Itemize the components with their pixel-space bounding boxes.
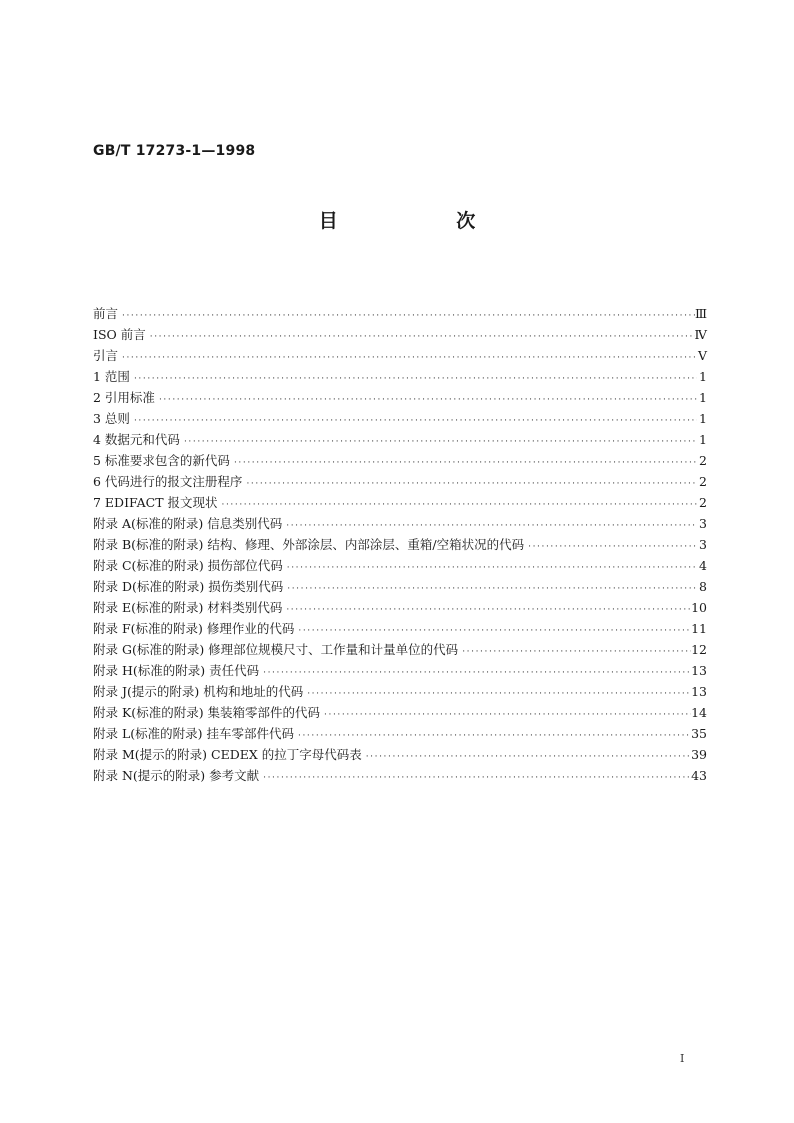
toc-entry[interactable] xyxy=(93,429,707,450)
toc-entry-label: 附录 B(标准的附录) 结构、修理、外部涂层、内部涂层、重箱/空箱状况的代码 xyxy=(93,537,525,552)
standard-number: GB/T 17273-1—1998 xyxy=(93,143,256,159)
toc-entry-label: 6 代码进行的报文注册程序 xyxy=(93,474,243,489)
toc-entry-label: ISO 前言 xyxy=(93,327,146,342)
toc-leader xyxy=(287,579,697,600)
table-of-contents xyxy=(93,303,707,786)
toc-entry-page: 1 xyxy=(699,390,707,405)
toc-leader xyxy=(286,600,691,621)
toc-leader xyxy=(246,474,697,495)
toc-entry[interactable] xyxy=(93,576,707,597)
toc-entry-label: 7 EDIFACT 报文现状 xyxy=(93,495,218,510)
toc-entry[interactable] xyxy=(93,765,707,786)
toc-entry[interactable] xyxy=(93,408,707,429)
toc-entry-page: 4 xyxy=(699,558,707,573)
toc-entry[interactable] xyxy=(93,387,707,408)
toc-entry-page: 3 xyxy=(699,516,707,531)
toc-entry-label: 附录 N(提示的附录) 参考文献 xyxy=(93,768,260,783)
toc-leader xyxy=(222,495,698,516)
toc-entry[interactable] xyxy=(93,618,707,639)
toc-entry-page: 13 xyxy=(691,663,707,678)
toc-leader xyxy=(134,411,697,432)
toc-entry-page: 2 xyxy=(699,495,707,510)
toc-entry-page: 39 xyxy=(691,747,707,762)
toc-entry-page: 35 xyxy=(691,726,707,741)
toc-leader xyxy=(462,642,691,663)
toc-entry[interactable] xyxy=(93,744,707,765)
toc-entry-label: 附录 J(提示的附录) 机构和地址的代码 xyxy=(93,684,304,699)
toc-entry[interactable] xyxy=(93,303,707,324)
toc-entry[interactable] xyxy=(93,366,707,387)
toc-leader xyxy=(307,684,691,705)
toc-entry-label: 2 引用标准 xyxy=(93,390,155,405)
toc-entry-page: 1 xyxy=(699,411,707,426)
toc-leader xyxy=(366,747,691,768)
toc-entry-page: Ⅳ xyxy=(694,327,707,342)
toc-entry-label: 引言 xyxy=(93,348,119,363)
toc-entry[interactable] xyxy=(93,492,707,513)
toc-entry-page: 1 xyxy=(699,369,707,384)
toc-leader xyxy=(122,348,697,369)
toc-entry[interactable] xyxy=(93,660,707,681)
toc-entry-label: 附录 D(标准的附录) 损伤类别代码 xyxy=(93,579,284,594)
toc-entry-label: 附录 K(标准的附录) 集装箱零部件的代码 xyxy=(93,705,321,720)
toc-entry-label: 3 总则 xyxy=(93,411,130,426)
toc-leader xyxy=(324,705,691,726)
toc-leader xyxy=(528,537,697,558)
toc-entry-page: 10 xyxy=(691,600,707,615)
toc-entry-label: 5 标准要求包含的新代码 xyxy=(93,453,230,468)
toc-leader xyxy=(287,558,697,579)
toc-entry-page: 14 xyxy=(691,705,707,720)
toc-entry-page: 1 xyxy=(699,432,707,447)
toc-entry[interactable] xyxy=(93,723,707,744)
toc-leader xyxy=(122,306,695,327)
toc-entry[interactable] xyxy=(93,513,707,534)
toc-entry[interactable] xyxy=(93,345,707,366)
toc-leader xyxy=(234,453,697,474)
toc-entry-page: 3 xyxy=(699,537,707,552)
toc-entry[interactable] xyxy=(93,702,707,723)
toc-entry-label: 附录 L(标准的附录) 挂车零部件代码 xyxy=(93,726,295,741)
toc-entry[interactable] xyxy=(93,681,707,702)
toc-entry-label: 附录 G(标准的附录) 修理部位规模尺寸、工作量和计量单位的代码 xyxy=(93,642,459,657)
toc-entry-label: 附录 M(提示的附录) CEDEX 的拉丁字母代码表 xyxy=(93,747,362,762)
toc-entry-page: Ⅲ xyxy=(694,306,707,321)
toc-entry-page: 13 xyxy=(691,684,707,699)
toc-entry-page: 8 xyxy=(699,579,707,594)
toc-entry-label: 附录 C(标准的附录) 损伤部位代码 xyxy=(93,558,283,573)
page-title: 目 次 xyxy=(318,210,532,232)
page-number: I xyxy=(680,1052,685,1065)
toc-entry-page: 11 xyxy=(691,621,707,636)
toc-entry[interactable] xyxy=(93,471,707,492)
toc-entry-label: 附录 E(标准的附录) 材料类别代码 xyxy=(93,600,283,615)
toc-entry[interactable] xyxy=(93,450,707,471)
toc-entry-page: 12 xyxy=(691,642,707,657)
toc-leader xyxy=(134,369,697,390)
toc-entry-label: 4 数据元和代码 xyxy=(93,432,180,447)
toc-entry[interactable] xyxy=(93,597,707,618)
toc-entry-page: Ⅴ xyxy=(697,348,707,363)
toc-leader xyxy=(263,768,691,789)
toc-entry-label: 附录 F(标准的附录) 修理作业的代码 xyxy=(93,621,295,636)
toc-entry-page: 2 xyxy=(699,453,707,468)
toc-entry[interactable] xyxy=(93,324,707,345)
toc-entry[interactable] xyxy=(93,555,707,576)
toc-entry-label: 1 范围 xyxy=(93,369,130,384)
toc-leader xyxy=(150,327,695,348)
toc-entry-label: 附录 A(标准的附录) 信息类别代码 xyxy=(93,516,283,531)
toc-entry[interactable] xyxy=(93,534,707,555)
toc-leader xyxy=(263,663,691,684)
toc-entry[interactable] xyxy=(93,639,707,660)
toc-entry-label: 前言 xyxy=(93,306,119,321)
toc-entry-label: 附录 H(标准的附录) 责任代码 xyxy=(93,663,260,678)
toc-leader xyxy=(184,432,697,453)
toc-entry-page: 2 xyxy=(699,474,707,489)
toc-entry-page: 43 xyxy=(691,768,707,783)
toc-leader xyxy=(159,390,697,411)
